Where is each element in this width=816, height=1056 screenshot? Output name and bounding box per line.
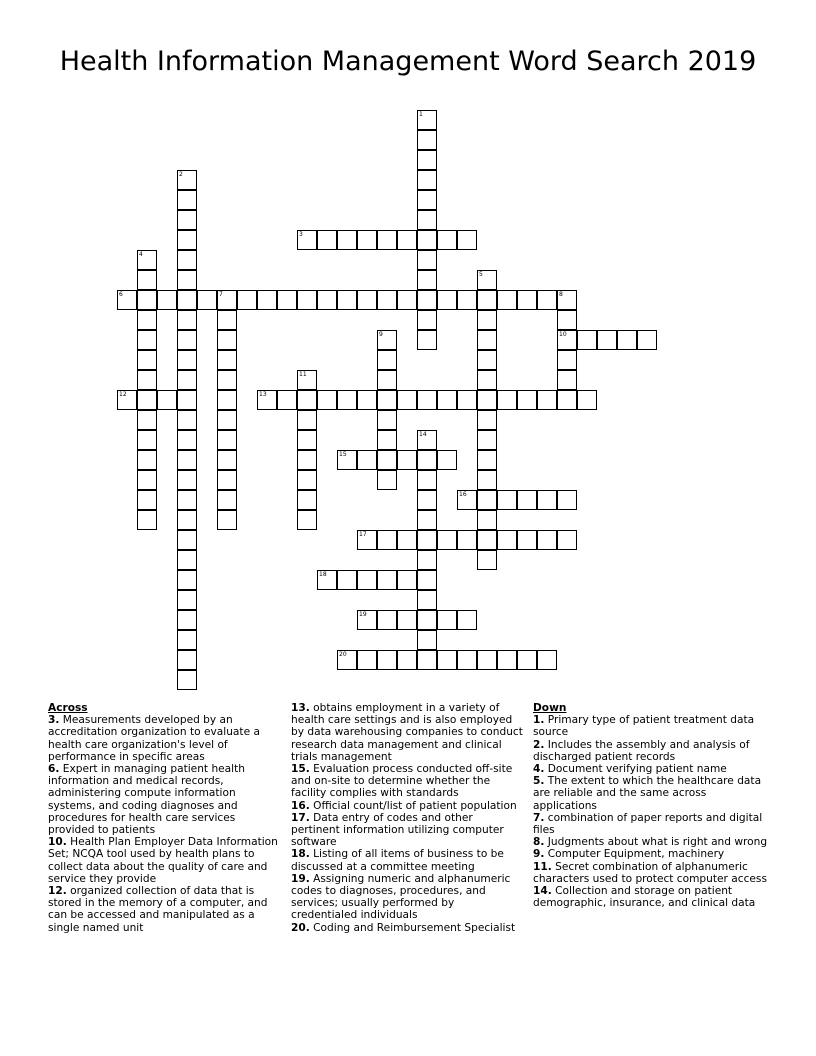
- clue-number: 20: [339, 651, 347, 658]
- grid-cell[interactable]: [557, 390, 577, 410]
- grid-cell[interactable]: [417, 630, 437, 650]
- grid-cell[interactable]: [557, 490, 577, 510]
- grid-cell[interactable]: [177, 470, 197, 490]
- grid-cell[interactable]: [197, 290, 217, 310]
- clue-number-label: 14.: [533, 885, 552, 898]
- across-heading: Across: [48, 702, 88, 714]
- clue-number: 8: [559, 291, 563, 298]
- clue-text: Document verifying patient name: [544, 763, 727, 776]
- grid-cell[interactable]: [557, 290, 577, 310]
- down-heading: Down: [533, 702, 567, 714]
- clue-item: [533, 848, 769, 860]
- clue-item: [533, 812, 769, 836]
- grid-cell[interactable]: [137, 290, 157, 310]
- clue-text: obtains employment in a variety of health care settings and is also employed by data warehousing companies to conduct research data management and clinical trials management: [291, 702, 523, 763]
- clue-number: 5: [479, 271, 483, 278]
- grid-cell[interactable]: [477, 430, 497, 450]
- grid-cell[interactable]: [517, 390, 537, 410]
- grid-cell[interactable]: [537, 530, 557, 550]
- clue-text: Includes the assembly and analysis of discharged patient records: [533, 738, 750, 763]
- grid-cell[interactable]: [437, 290, 457, 310]
- grid-cell[interactable]: [337, 290, 357, 310]
- clue-text: Data entry of codes and other pertinent information utilizing computer software: [291, 811, 504, 849]
- grid-cell[interactable]: [177, 270, 197, 290]
- grid-cell[interactable]: [277, 390, 297, 410]
- grid-cell[interactable]: [477, 450, 497, 470]
- grid-cell[interactable]: [417, 110, 437, 130]
- grid-cell[interactable]: [177, 510, 197, 530]
- clue-number: 17: [359, 531, 367, 538]
- grid-cell[interactable]: [237, 290, 257, 310]
- grid-cell[interactable]: [217, 310, 237, 330]
- grid-cell[interactable]: [397, 650, 417, 670]
- grid-cell[interactable]: [377, 450, 397, 470]
- grid-cell[interactable]: [257, 390, 277, 410]
- grid-cell[interactable]: [137, 310, 157, 330]
- across-clues-column-continued: [291, 702, 523, 934]
- across-clues-column: [48, 702, 280, 934]
- grid-cell[interactable]: [357, 450, 377, 470]
- clue-text: Judgments about what is right and wrong: [544, 836, 768, 849]
- grid-cell[interactable]: [457, 610, 477, 630]
- clue-text: Computer Equipment, machinery: [544, 848, 725, 861]
- grid-cell[interactable]: [397, 230, 417, 250]
- grid-cell[interactable]: [377, 430, 397, 450]
- grid-cell[interactable]: [477, 370, 497, 390]
- grid-cell[interactable]: [297, 430, 317, 450]
- clue-text: Evaluation process conducted off-site and on-site to determine whether the facility complies with standards: [291, 763, 513, 800]
- clue-number-label: 8.: [533, 836, 545, 849]
- grid-cell[interactable]: [477, 410, 497, 430]
- grid-cell[interactable]: [397, 570, 417, 590]
- clue-number: 4: [139, 251, 143, 258]
- grid-cell[interactable]: [557, 370, 577, 390]
- clue-item: [48, 885, 280, 934]
- clue-text: Collection and storage on patient demographic, insurance, and clinical data: [533, 885, 756, 910]
- clue-item: [291, 763, 523, 800]
- grid-cell[interactable]: [377, 650, 397, 670]
- clue-text: Coding and Reimbursement Specialist: [309, 921, 516, 934]
- grid-cell[interactable]: [377, 410, 397, 430]
- grid-cell[interactable]: [497, 390, 517, 410]
- grid-cell[interactable]: [417, 330, 437, 350]
- clue-item: [48, 836, 280, 885]
- clue-text: organized collection of data that is stored in the memory of a computer, and can be accessed and manipulated as a single named unit: [48, 885, 268, 934]
- grid-cell[interactable]: [417, 490, 437, 510]
- clue-text: Listing of all items of business to be discussed at a committee meeting: [291, 848, 504, 873]
- clue-item: [291, 848, 523, 872]
- clue-text: Measurements developed by an accreditation organization to evaluate a health care organization's level of performance in specific areas: [48, 714, 260, 763]
- grid-cell[interactable]: [297, 490, 317, 510]
- clue-text: combination of paper reports and digital files: [533, 811, 763, 837]
- grid-cell[interactable]: [177, 190, 197, 210]
- clue-number-label: 13.: [291, 702, 310, 714]
- grid-cell[interactable]: [217, 370, 237, 390]
- grid-cell[interactable]: [217, 490, 237, 510]
- down-clues-column: [533, 702, 769, 909]
- grid-cell[interactable]: [137, 450, 157, 470]
- grid-cell[interactable]: [177, 210, 197, 230]
- grid-cell[interactable]: [217, 330, 237, 350]
- grid-cell[interactable]: [437, 390, 457, 410]
- clue-number: 13: [259, 391, 267, 398]
- clue-text: The extent to which the healthcare data are reliable and the same across applications: [533, 775, 762, 812]
- grid-cell[interactable]: [177, 590, 197, 610]
- grid-cell[interactable]: [397, 610, 417, 630]
- grid-cell[interactable]: [177, 550, 197, 570]
- grid-cell[interactable]: [337, 570, 357, 590]
- grid-cell[interactable]: [297, 290, 317, 310]
- grid-cell[interactable]: [177, 630, 197, 650]
- clue-number-label: 17.: [291, 811, 310, 824]
- grid-cell[interactable]: [177, 410, 197, 430]
- clue-number-label: 2.: [533, 738, 545, 751]
- grid-cell[interactable]: [217, 510, 237, 530]
- grid-cell[interactable]: [137, 510, 157, 530]
- grid-cell[interactable]: [617, 330, 637, 350]
- grid-cell[interactable]: [437, 650, 457, 670]
- grid-cell[interactable]: [297, 450, 317, 470]
- grid-cell[interactable]: [297, 470, 317, 490]
- grid-cell[interactable]: [477, 330, 497, 350]
- grid-cell[interactable]: [497, 290, 517, 310]
- grid-cell[interactable]: [377, 350, 397, 370]
- grid-cell[interactable]: [417, 390, 437, 410]
- clue-number-label: 19.: [291, 872, 310, 885]
- clue-number-label: 10.: [48, 836, 67, 849]
- grid-cell[interactable]: [417, 510, 437, 530]
- grid-cell[interactable]: [417, 650, 437, 670]
- grid-cell[interactable]: [557, 530, 577, 550]
- grid-cell[interactable]: [177, 230, 197, 250]
- grid-cell[interactable]: [477, 290, 497, 310]
- grid-cell[interactable]: [437, 450, 457, 470]
- grid-cell[interactable]: [477, 350, 497, 370]
- grid-cell[interactable]: [417, 570, 437, 590]
- grid-cell[interactable]: [477, 270, 497, 290]
- page-title: Health Information Management Word Search 2019: [59, 46, 757, 77]
- grid-cell[interactable]: [397, 290, 417, 310]
- clue-number: 14: [419, 431, 427, 438]
- grid-cell[interactable]: [417, 250, 437, 270]
- grid-cell[interactable]: [357, 650, 377, 670]
- grid-cell[interactable]: [357, 390, 377, 410]
- grid-cell[interactable]: [177, 670, 197, 690]
- clue-number: 1: [419, 111, 423, 118]
- clue-text: Secret combination of alphanumeric characters used to protect computer access: [533, 860, 767, 885]
- grid-cell[interactable]: [297, 230, 317, 250]
- clue-number: 12: [119, 391, 127, 398]
- clue-number: 2: [179, 171, 183, 178]
- grid-cell[interactable]: [377, 610, 397, 630]
- clue-text: Official count/list of patient population: [309, 799, 517, 812]
- grid-cell[interactable]: [397, 530, 417, 550]
- grid-cell[interactable]: [437, 530, 457, 550]
- grid-cell[interactable]: [457, 650, 477, 670]
- grid-cell[interactable]: [417, 150, 437, 170]
- clue-number: 9: [379, 331, 383, 338]
- clue-number: 15: [339, 451, 347, 458]
- grid-cell[interactable]: [377, 330, 397, 350]
- grid-cell[interactable]: [137, 350, 157, 370]
- clue-item: [48, 763, 280, 836]
- clue-item: [533, 775, 769, 812]
- grid-cell[interactable]: [517, 650, 537, 670]
- clue-number: 18: [319, 571, 327, 578]
- grid-cell[interactable]: [597, 330, 617, 350]
- grid-cell[interactable]: [577, 390, 597, 410]
- grid-cell[interactable]: [377, 230, 397, 250]
- clue-text: Health Plan Employer Data Information Set; NCQA tool used by health plans to collect data about the quality of care and service they provide: [48, 836, 278, 885]
- grid-cell[interactable]: [137, 410, 157, 430]
- clue-number-label: 20.: [291, 921, 310, 934]
- grid-cell[interactable]: [277, 290, 297, 310]
- grid-cell[interactable]: [637, 330, 657, 350]
- clue-number: 11: [299, 371, 307, 378]
- grid-cell[interactable]: [357, 230, 377, 250]
- grid-cell[interactable]: [317, 390, 337, 410]
- grid-cell[interactable]: [217, 390, 237, 410]
- grid-cell[interactable]: [177, 330, 197, 350]
- grid-cell[interactable]: [137, 370, 157, 390]
- clue-item: [533, 739, 769, 763]
- grid-cell[interactable]: [417, 470, 437, 490]
- grid-cell[interactable]: [477, 490, 497, 510]
- clue-number-label: 16.: [291, 799, 310, 812]
- grid-cell[interactable]: [457, 490, 477, 510]
- grid-cell[interactable]: [217, 470, 237, 490]
- grid-cell[interactable]: [477, 650, 497, 670]
- grid-cell[interactable]: [477, 470, 497, 490]
- grid-cell[interactable]: [177, 250, 197, 270]
- grid-cell[interactable]: [417, 290, 437, 310]
- clue-number-label: 7.: [533, 811, 545, 824]
- grid-cell[interactable]: [457, 230, 477, 250]
- clue-number: 6: [119, 291, 123, 298]
- clue-item: [291, 800, 523, 812]
- grid-cell[interactable]: [557, 330, 577, 350]
- grid-cell[interactable]: [377, 570, 397, 590]
- grid-cell[interactable]: [497, 490, 517, 510]
- grid-cell[interactable]: [417, 590, 437, 610]
- grid-cell[interactable]: [217, 430, 237, 450]
- grid-cell[interactable]: [417, 310, 437, 330]
- grid-cell[interactable]: [497, 530, 517, 550]
- grid-cell[interactable]: [117, 290, 137, 310]
- grid-cell[interactable]: [157, 390, 177, 410]
- grid-cell[interactable]: [477, 390, 497, 410]
- grid-cell[interactable]: [337, 650, 357, 670]
- grid-cell[interactable]: [357, 530, 377, 550]
- grid-cell[interactable]: [177, 290, 197, 310]
- grid-cell[interactable]: [377, 290, 397, 310]
- clue-number-label: 11.: [533, 860, 552, 873]
- grid-cell[interactable]: [517, 530, 537, 550]
- clue-number-label: 3.: [48, 714, 60, 727]
- grid-cell[interactable]: [337, 450, 357, 470]
- clue-item: [291, 922, 523, 934]
- grid-cell[interactable]: [217, 290, 237, 310]
- clue-number-label: 4.: [533, 763, 545, 776]
- grid-cell[interactable]: [177, 450, 197, 470]
- grid-cell[interactable]: [137, 330, 157, 350]
- grid-cell[interactable]: [177, 650, 197, 670]
- clue-number-label: 1.: [533, 714, 545, 727]
- grid-cell[interactable]: [217, 450, 237, 470]
- grid-cell[interactable]: [377, 370, 397, 390]
- grid-cell[interactable]: [457, 390, 477, 410]
- grid-cell[interactable]: [417, 430, 437, 450]
- grid-cell[interactable]: [377, 530, 397, 550]
- clue-text: Primary type of patient treatment data source: [533, 714, 755, 739]
- grid-cell[interactable]: [537, 650, 557, 670]
- grid-cell[interactable]: [537, 390, 557, 410]
- grid-cell[interactable]: [377, 470, 397, 490]
- grid-cell[interactable]: [177, 350, 197, 370]
- grid-cell[interactable]: [357, 570, 377, 590]
- grid-cell[interactable]: [177, 610, 197, 630]
- clue-item: [533, 836, 769, 848]
- clue-item: [533, 714, 769, 738]
- grid-cell[interactable]: [137, 470, 157, 490]
- grid-cell[interactable]: [437, 610, 457, 630]
- clue-item: [291, 873, 523, 922]
- clue-number-label: 6.: [48, 763, 60, 776]
- grid-cell[interactable]: [357, 610, 377, 630]
- clue-number: 19: [359, 611, 367, 618]
- grid-cell[interactable]: [177, 170, 197, 190]
- grid-cell[interactable]: [537, 290, 557, 310]
- grid-cell[interactable]: [177, 310, 197, 330]
- grid-cell[interactable]: [497, 650, 517, 670]
- grid-cell[interactable]: [217, 350, 237, 370]
- grid-cell[interactable]: [417, 270, 437, 290]
- grid-cell[interactable]: [137, 430, 157, 450]
- grid-cell[interactable]: [137, 250, 157, 270]
- grid-cell[interactable]: [557, 310, 577, 330]
- grid-cell[interactable]: [457, 290, 477, 310]
- grid-cell[interactable]: [177, 490, 197, 510]
- clue-item: [533, 763, 769, 775]
- grid-cell[interactable]: [297, 390, 317, 410]
- clue-item: [48, 714, 280, 763]
- grid-cell[interactable]: [157, 290, 177, 310]
- clue-item: [291, 812, 523, 849]
- grid-cell[interactable]: [517, 490, 537, 510]
- grid-cell[interactable]: [417, 550, 437, 570]
- clue-text: Expert in managing patient health information and medical records, administering compute information systems, and coding diagnoses and procedures for health care services provided to patients: [48, 763, 245, 837]
- grid-cell[interactable]: [417, 130, 437, 150]
- grid-cell[interactable]: [177, 430, 197, 450]
- grid-cell[interactable]: [177, 530, 197, 550]
- clue-number-label: 9.: [533, 848, 545, 861]
- grid-cell[interactable]: [557, 350, 577, 370]
- clue-number: 7: [219, 291, 223, 298]
- grid-cell[interactable]: [357, 290, 377, 310]
- grid-cell[interactable]: [417, 530, 437, 550]
- clue-number-label: 5.: [533, 775, 545, 788]
- grid-cell[interactable]: [417, 190, 437, 210]
- grid-cell[interactable]: [417, 210, 437, 230]
- clue-number-label: 15.: [291, 763, 310, 776]
- grid-cell[interactable]: [477, 310, 497, 330]
- grid-cell[interactable]: [537, 490, 557, 510]
- grid-cell[interactable]: [417, 450, 437, 470]
- grid-cell[interactable]: [297, 410, 317, 430]
- grid-cell[interactable]: [137, 390, 157, 410]
- clue-number: 10: [559, 331, 567, 338]
- clue-item: [533, 861, 769, 885]
- grid-cell[interactable]: [377, 390, 397, 410]
- grid-cell[interactable]: [457, 530, 477, 550]
- grid-cell[interactable]: [177, 570, 197, 590]
- grid-cell[interactable]: [257, 290, 277, 310]
- grid-cell[interactable]: [517, 290, 537, 310]
- grid-cell[interactable]: [477, 510, 497, 530]
- grid-cell[interactable]: [417, 170, 437, 190]
- grid-cell[interactable]: [477, 550, 497, 570]
- grid-cell[interactable]: [297, 510, 317, 530]
- grid-cell[interactable]: [337, 230, 357, 250]
- grid-cell[interactable]: [397, 390, 417, 410]
- grid-cell[interactable]: [317, 570, 337, 590]
- clue-item: [291, 702, 523, 763]
- clue-number: 3: [299, 231, 303, 238]
- clue-text: Assigning numeric and alphanumeric codes to diagnoses, procedures, and services; usually performed by credentialed individuals: [291, 872, 511, 922]
- grid-cell[interactable]: [117, 390, 137, 410]
- clue-number-label: 12.: [48, 885, 67, 898]
- clue-number-label: 18.: [291, 848, 310, 861]
- grid-cell[interactable]: [417, 230, 437, 250]
- grid-cell[interactable]: [337, 390, 357, 410]
- grid-cell[interactable]: [317, 230, 337, 250]
- clue-number: 16: [459, 491, 467, 498]
- grid-cell[interactable]: [297, 370, 317, 390]
- grid-cell[interactable]: [137, 270, 157, 290]
- grid-cell[interactable]: [177, 370, 197, 390]
- grid-cell[interactable]: [177, 390, 197, 410]
- grid-cell[interactable]: [577, 330, 597, 350]
- grid-cell[interactable]: [477, 530, 497, 550]
- grid-cell[interactable]: [137, 490, 157, 510]
- grid-cell[interactable]: [437, 230, 457, 250]
- grid-cell[interactable]: [397, 450, 417, 470]
- grid-cell[interactable]: [217, 410, 237, 430]
- clue-item: [533, 885, 769, 909]
- grid-cell[interactable]: [417, 610, 437, 630]
- grid-cell[interactable]: [317, 290, 337, 310]
